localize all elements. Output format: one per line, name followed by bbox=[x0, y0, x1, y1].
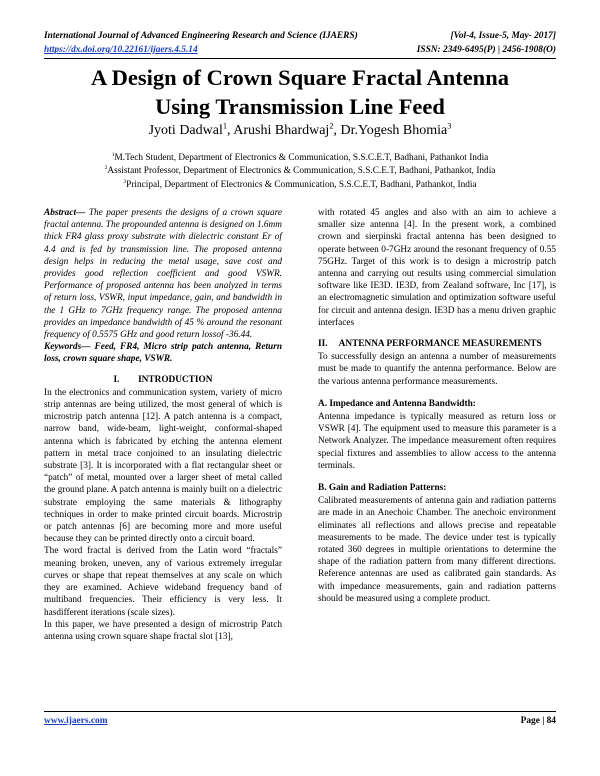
affiliation bbox=[40, 165, 560, 178]
header-rule bbox=[44, 58, 556, 59]
author-list bbox=[40, 123, 560, 139]
intro-paragraph-3-continued: with rotated 45 angles and also with an aim to achieve a smaller size antenna [4]. In the present work, a combined crown and sierpinski fractal antenna has been designed to operate between 0-7GHz around the resonant frequency of 0.55 75GHz. Target of this work is to design a microstrip patch antenna and carrying out results using commercial simulation software like IE3D. IE3D, from Zealand software, Inc [17], is an electromagnetic simulation and optimization software useful for circuit and antenna design. IE3D has a menu driven graphic interfaces bbox=[318, 208, 556, 328]
affiliation-sup: 1 bbox=[111, 151, 115, 158]
affiliation-text: Assistant Professor, Department of Electronics & Communication, S.S.C.E.T, Badhani, Pathankot, India bbox=[107, 166, 496, 177]
affiliation-text: M.Tech Student, Department of Electronics & Communication, S.S.C.E.T, Badhani, Pathankot India bbox=[114, 153, 489, 163]
right-column bbox=[318, 207, 556, 605]
subsection-impedance-paragraph: Antenna impedance is typically measured as return loss or VSWR [4]. The equipment used to measure this parameter is a Network Analyzer. The impedance measurement often requires special fixtures and assemblies to allow access to the antenna terminals. bbox=[318, 412, 556, 471]
paper-title bbox=[40, 63, 560, 121]
subsection-heading-impedance: A. Impedance and Antenna Bandwidth: bbox=[318, 398, 476, 409]
author-sup: 2 bbox=[329, 121, 334, 131]
abstract bbox=[44, 207, 282, 341]
section-heading-introduction: I. INTRODUCTION bbox=[113, 374, 213, 385]
intro-paragraph-1: In the electronics and communication system, variety of micro strip antennas are being utilized, the most general of which is microstrip patch antenna [12]. A patch antenna is a compact, narrow band, wide-beam, light-weight, conformal-shaped antenna which is fabricated by etching the antenna element pattern in metal trace conjoined to an insulating dielectric substrate [3]. It is incorporated with a flat rectangular sheet or “patch” of metal, mounted over a larger sheet of metal called the ground plane. A patch antenna is mainly built on a dielectric substrate employing the same materials & lithography techniques in order to make printed circuit boards. Microstrip or patch antennas [6] are becoming more and more useful because they can be printed directly onto a circuit board. bbox=[44, 387, 282, 545]
affiliation-sup: 2 bbox=[104, 165, 108, 172]
title-line-2: Using Transmission Line Feed bbox=[155, 94, 445, 119]
subsection-heading-gain: B. Gain and Radiation Patterns: bbox=[318, 483, 447, 494]
page-number: Page | 84 bbox=[520, 716, 556, 726]
journal-name: International Journal of Advanced Engineering Research and Science (IJAERS) bbox=[44, 31, 358, 41]
site-link[interactable]: www.ijaers.com bbox=[44, 716, 108, 726]
abstract-label: Abstract— bbox=[44, 208, 86, 218]
volume-info: [Vol-4, Issue-5, May- 2017] bbox=[450, 31, 556, 41]
intro-paragraph-2: The word fractal is derived from the Latin word “fractals” meaning broken, uneven, any of various extremely irregular curves or shape that repeat themselves at any scale on which they are examined. Achieve wideband frequency band of multiband frequencies. Their efficiency is very less. It hasdifferent iterations (scale sizes). bbox=[44, 546, 282, 618]
left-column bbox=[44, 207, 282, 643]
author-sup: 3 bbox=[447, 121, 452, 131]
author-sep: , bbox=[333, 123, 341, 138]
affiliation-list bbox=[40, 152, 560, 192]
section-heading-performance: II. ANTENNA PERFORMANCE MEASUREMENTS bbox=[318, 339, 542, 350]
affiliation bbox=[40, 152, 560, 165]
footer-rule bbox=[44, 711, 556, 712]
affiliation-sup: 3 bbox=[123, 178, 127, 185]
subsection-gain-paragraph: Calibrated measurements of antenna gain and radiation patterns are made in an Anechoic Chamber. The anechoic environment eliminates all reflections and allows precise and repeatable measurements to be made. The device under test is typically rotated 360 degrees in multiple orientations to determine the shape of the radiation pattern from many different directions. Reference antennas are used as calibrated gain standards. As with impedance measurements, gain and radiation patterns should be measured using a complete product. bbox=[318, 496, 556, 604]
affiliation-text: Principal, Department of Electronics & Communication, S.S.C.E.T, Badhani, Pathankot, India bbox=[126, 179, 477, 190]
author-name: Jyoti Dadwal bbox=[148, 123, 223, 138]
author-name: Dr.Yogesh Bhomia bbox=[340, 123, 448, 138]
keywords: Keywords— Feed, FR4, Micro strip patch antenna, Return loss, crown square shape, VSWR. bbox=[44, 342, 282, 365]
affiliation bbox=[40, 179, 560, 192]
author-name: Arushi Bhardwaj bbox=[233, 123, 330, 138]
intro-paragraph-3: In this paper, we have presented a design of microstrip Patch antenna using crown square shape fractal slot [13], bbox=[44, 619, 282, 642]
issn-info: ISSN: 2349-6495(P) | 2456-1908(O) bbox=[416, 45, 556, 55]
doi-link[interactable]: https://dx.doi.org/10.22161/ijaers.4.5.14 bbox=[44, 45, 198, 55]
section2-paragraph: To successfully design an antenna a number of measurements must be made to quantify the antenna performance. Below are the various antenna performance measurements. bbox=[318, 352, 556, 387]
abstract-text: The paper presents the designs of a crown square fractal antenna. The propounded antenna is designed on 1.6mm thick FR4 glass proxy substrate with dielectric constant Er of 4.4 and is fed by transmission line. The proposed antenna design helps in reducing the metal usage, save cost and provides good reflection coefficient and good VSWR. Performance of proposed antenna has been analyzed in terms of return loss, VSWR, input impedance, gain, and bandwidth in the 1 GHz to 7GHz frequency range. The proposed antenna provides an impedance bandwidth of 45 % around the resonant frequency of 0.5575 GHz and good return lossof -36.44. bbox=[44, 208, 282, 341]
author-sep: , bbox=[227, 123, 234, 138]
author-sup: 1 bbox=[222, 121, 228, 131]
title-line-1: A Design of Crown Square Fractal Antenna bbox=[91, 65, 509, 90]
